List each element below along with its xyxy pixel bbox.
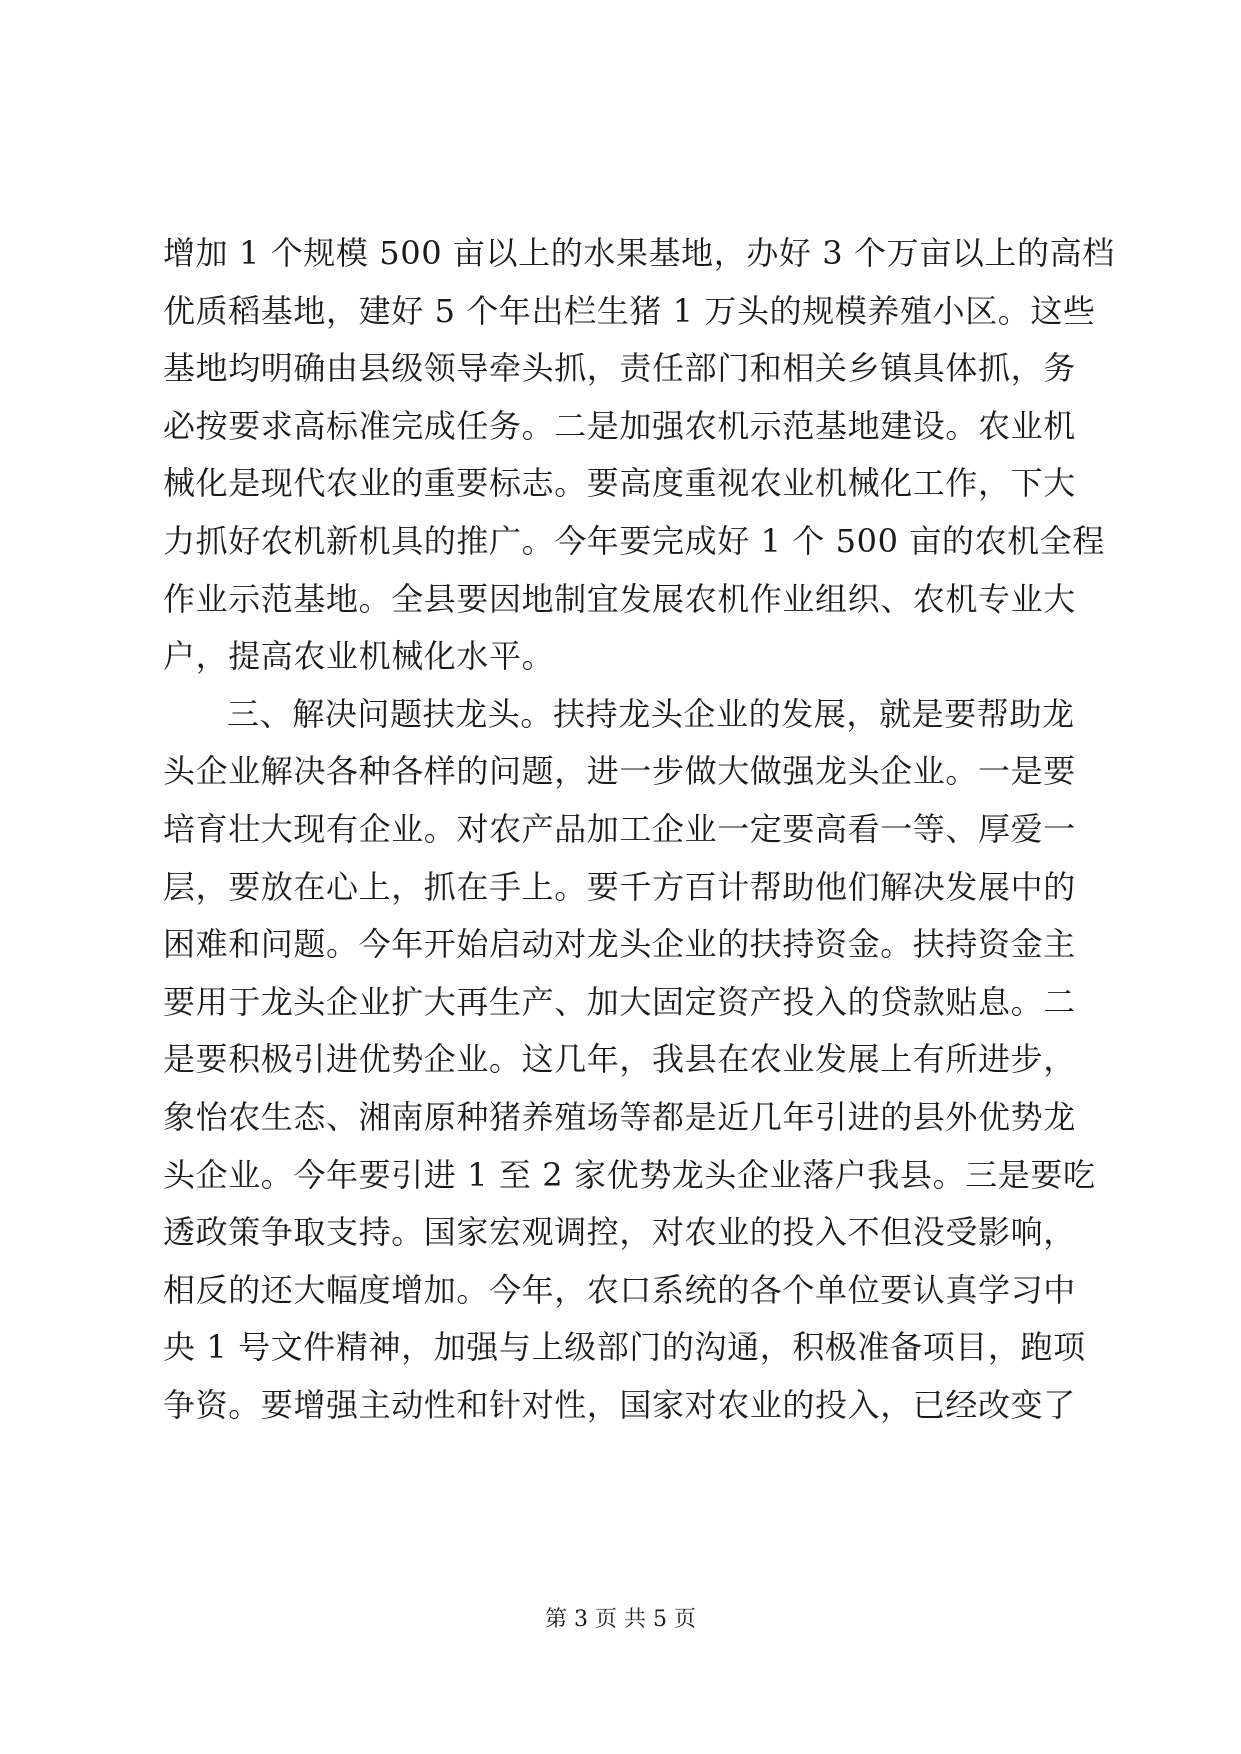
text-line: 头企业解决各种各样的问题，进一步做大做强龙头企业。一是要 [163,752,1076,791]
text-line: 困难和问题。今年开始启动对龙头企业的扶持资金。扶持资金主 [163,925,1076,964]
text-line: 象怡农生态、湘南原种猪养殖场等都是近几年引进的县外优势龙 [163,1097,1076,1136]
text-line: 培育壮大现有企业。对农产品加工企业一定要高看一等、厚爱一 [163,809,1076,848]
text-line: 层，要放在心上，抓在手上。要千方百计帮助他们解决发展中的 [163,867,1076,906]
text-line: 增加 1 个规模 500 亩以上的水果基地，办好 3 个万亩以上的高档 [163,234,1115,272]
paragraph-start-line: 三、解决问题扶龙头。扶持龙头企业的发展，就是要帮助龙 [227,694,1075,733]
text-line: 户，提高农业机械化水平。 [163,637,555,676]
text-line: 要用于龙头企业扩大再生产、加大固定资产投入的贷款贴息。二 [163,982,1076,1021]
text-line: 透政策争取支持。国家宏观调控，对农业的投入不但没受影响， [163,1213,1076,1252]
text-line: 优质稻基地，建好 5 个年出栏生猪 1 万头的规模养殖小区。这些 [163,291,1096,330]
text-line: 力抓好农机新机具的推广。今年要完成好 1 个 500 亩的农机全程 [163,521,1105,560]
text-line: 头企业。今年要引进 1 至 2 家优势龙头企业落户我县。三是要吃 [163,1155,1096,1194]
text-line: 作业示范基地。全县要因地制宜发展农机作业组织、农机专业大 [163,579,1076,618]
text-line: 基地均明确由县级领导牵头抓，责任部门和相关乡镇具体抓，务 [163,349,1076,388]
text-line: 相反的还大幅度增加。今年，农口系统的各个单位要认真学习中 [163,1270,1076,1309]
text-line: 械化是现代农业的重要标志。要高度重视农业机械化工作，下大 [163,464,1076,503]
page-number-footer: 第 3 页 共 5 页 [545,1607,696,1632]
text-line: 争资。要增强主动性和针对性，国家对农业的投入，已经改变了 [163,1385,1076,1424]
text-line: 是要积极引进优势企业。这几年，我县在农业发展上有所进步， [163,1040,1076,1079]
text-line: 必按要求高标准完成任务。二是加强农机示范基地建设。农业机 [163,406,1076,445]
text-line: 央 1 号文件精神，加强与上级部门的沟通，积极准备项目，跑项 [163,1328,1086,1367]
document-body [163,225,1115,1434]
